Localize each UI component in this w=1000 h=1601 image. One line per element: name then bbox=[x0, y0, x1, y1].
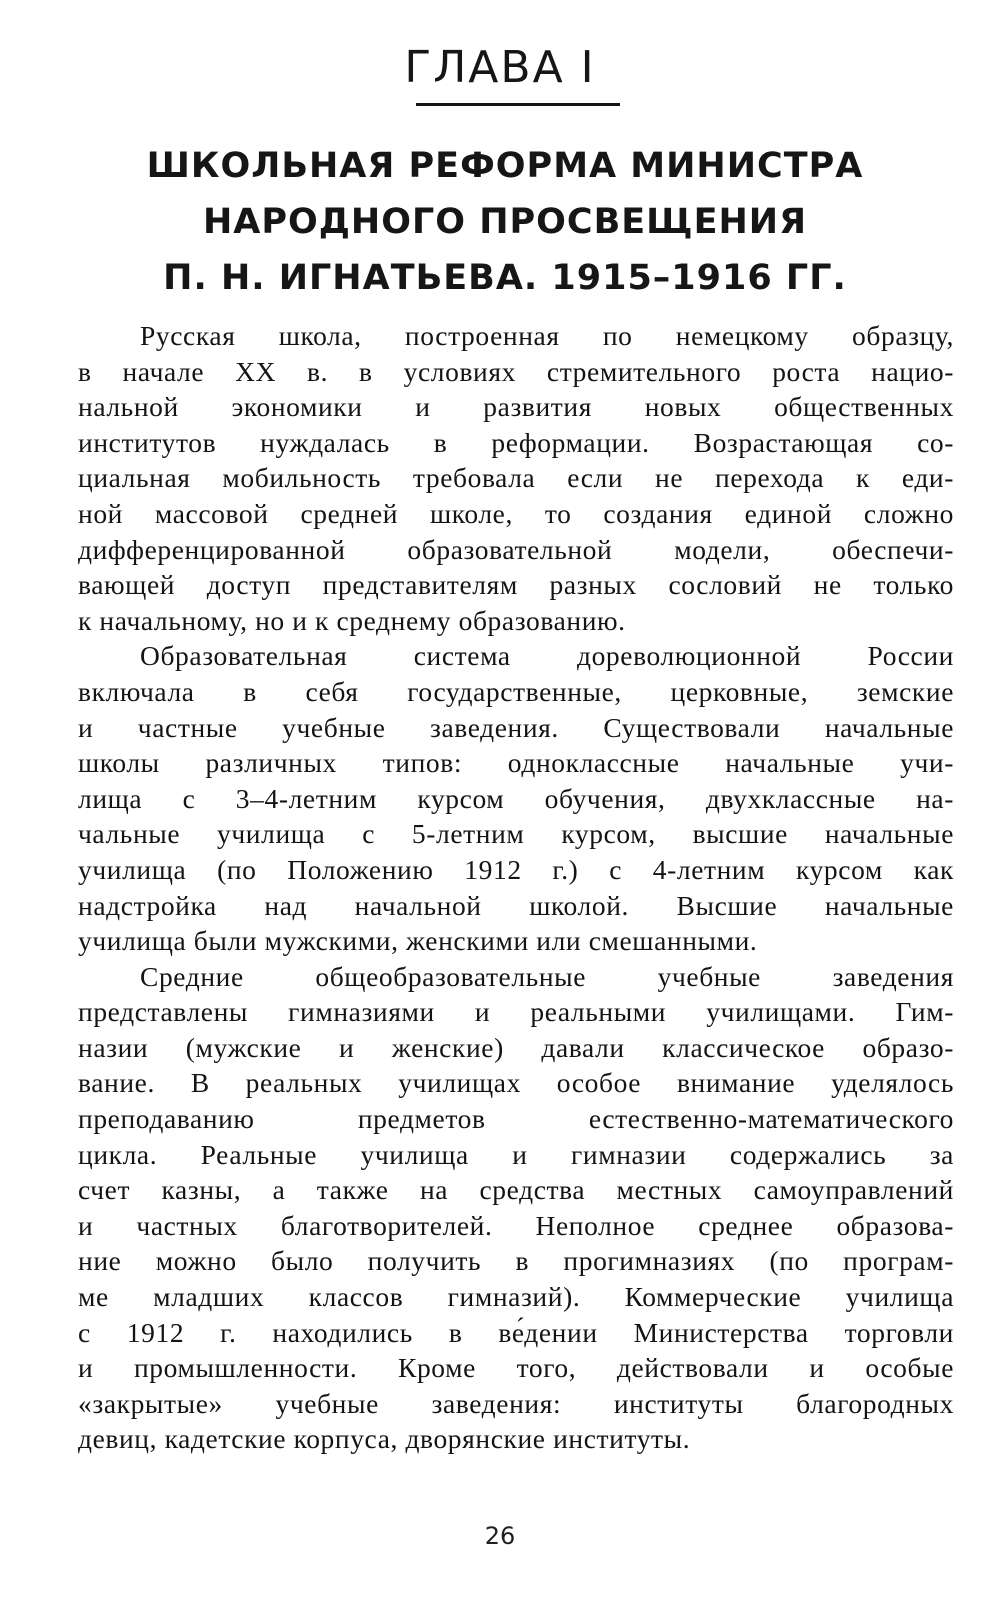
text-line: девиц, кадетские корпуса, дворянские институты. bbox=[78, 1423, 691, 1455]
text-line: институтов нуждалась в реформации. Возрастающая со- bbox=[78, 426, 954, 458]
text-line: циальная мобильность требовала если не перехода к еди- bbox=[78, 462, 954, 494]
text-line: нальной экономики и развития новых общественных bbox=[78, 391, 954, 423]
paragraph bbox=[78, 638, 954, 958]
text-line: преподаванию предметов естественно-математического bbox=[78, 1103, 954, 1135]
text-line: училища были мужскими, женскими или смешанными. bbox=[78, 925, 758, 957]
text-line: лища с 3–4-летним курсом обучения, двухклассные на- bbox=[78, 782, 954, 814]
text-line: в начале XX в. в условиях стремительного роста нацио- bbox=[78, 355, 954, 387]
text-line: «закрытые» учебные заведения: институты благородных bbox=[78, 1387, 954, 1419]
text-line: к начальному, но и к среднему образованию. bbox=[78, 604, 626, 636]
text-line: и частных благотворителей. Неполное среднее образова- bbox=[78, 1209, 954, 1241]
chapter-title-line: П. Н. ИГНАТЬЕВА. 1915–1916 ГГ. bbox=[163, 258, 847, 298]
text-line: включала в себя государственные, церковные, земские bbox=[78, 675, 954, 707]
text-line: чальные училища с 5-летним курсом, высшие начальные bbox=[78, 818, 954, 850]
text-line: и промышленности. Кроме того, действовали и особые bbox=[78, 1352, 954, 1384]
chapter-title bbox=[60, 138, 950, 306]
text-line: цикла. Реальные училища и гимназии содержались за bbox=[78, 1138, 954, 1170]
text-line: и частные учебные заведения. Существовали начальные bbox=[78, 711, 954, 743]
text-line: дифференцированной образовательной модели, обеспечи- bbox=[78, 533, 954, 565]
chapter-title-line: НАРОДНОГО ПРОСВЕЩЕНИЯ bbox=[202, 202, 808, 242]
text-line: школы различных типов: одноклассные начальные учи- bbox=[78, 747, 954, 779]
chapter-label: ГЛАВА I bbox=[404, 42, 596, 93]
text-line: училища (по Положению 1912 г.) с 4-летним курсом как bbox=[78, 853, 954, 885]
paragraph bbox=[78, 318, 954, 638]
text-line: ме младших классов гимназий). Коммерческие училища bbox=[78, 1281, 954, 1313]
text-line: с 1912 г. находились в ве́дении Министерства торговли bbox=[78, 1316, 954, 1348]
text-line: Образовательная система дореволюционной России bbox=[140, 640, 954, 672]
text-line: вание. В реальных училищах особое внимание уделялось bbox=[78, 1067, 954, 1099]
page-number: 26 bbox=[484, 1522, 516, 1550]
body-text bbox=[78, 318, 954, 1457]
chapter-divider bbox=[416, 103, 620, 106]
text-line: надстройка над начальной школой. Высшие начальные bbox=[78, 889, 954, 921]
text-line: Русская школа, построенная по немецкому образцу, bbox=[140, 320, 954, 351]
text-line: Средние общеобразовательные учебные заведения bbox=[140, 960, 954, 992]
text-line: назии (мужские и женские) давали классическое образо- bbox=[78, 1031, 954, 1063]
text-line: ние можно было получить в прогимназиях (по програм- bbox=[78, 1245, 954, 1277]
text-line: вающей доступ представителям разных сословий не только bbox=[78, 569, 954, 601]
paragraph bbox=[78, 959, 954, 1457]
text-line: счет казны, а также на средства местных самоуправлений bbox=[78, 1174, 954, 1206]
text-line: ной массовой средней школе, то создания единой сложно bbox=[78, 497, 954, 529]
chapter-title-line: ШКОЛЬНАЯ РЕФОРМА МИНИСТРА bbox=[146, 146, 864, 186]
text-line: представлены гимназиями и реальными училищами. Гим- bbox=[78, 996, 954, 1028]
